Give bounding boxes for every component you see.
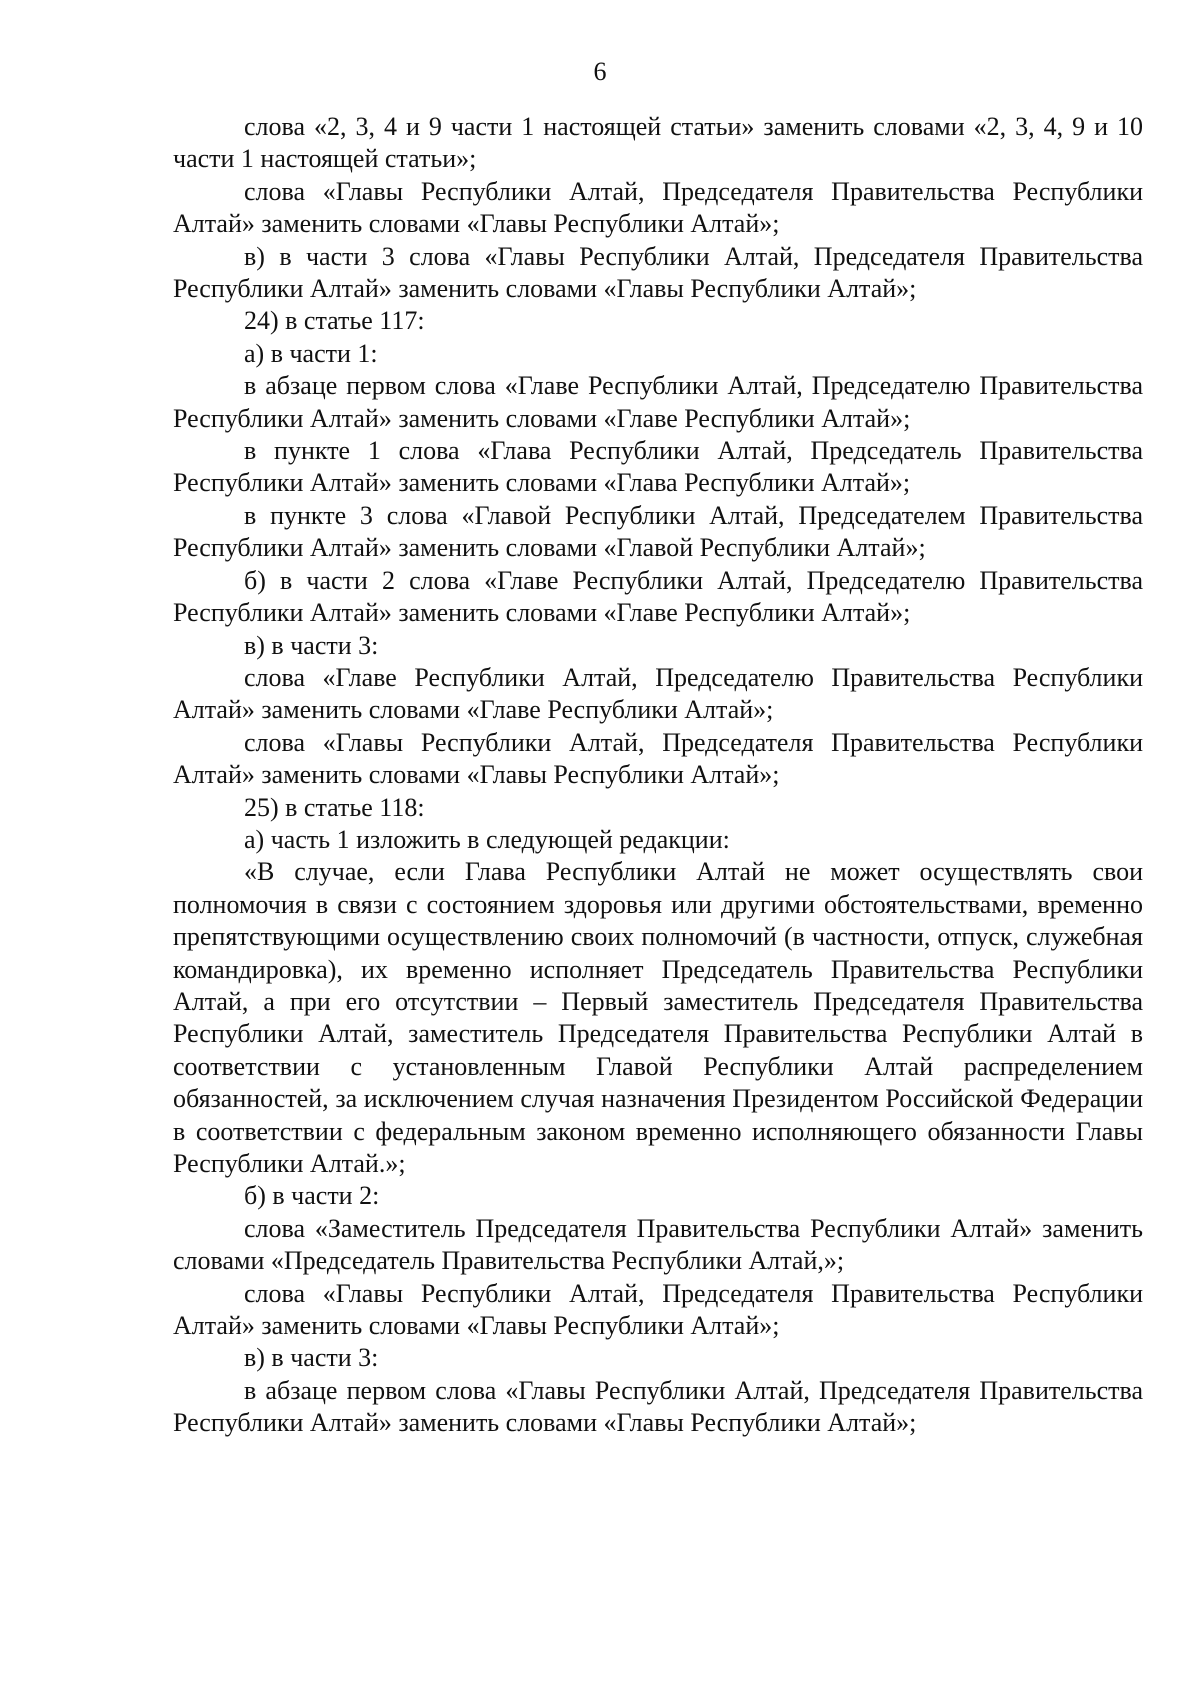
paragraph: слова «Главы Республики Алтай, Председателя Правительства Республики Алтай» заменить словами «Главы Республики Алтай»; [173, 176, 1143, 239]
paragraph: в пункте 3 слова «Главой Республики Алтай, Председателем Правительства Республики Алтай» заменить словами «Главой Республики Алтай»; [173, 500, 1143, 563]
paragraph: б) в части 2 слова «Главе Республики Алтай, Председателю Правительства Республики Алтай» заменить словами «Главе Республики Алтай»; [173, 565, 1143, 628]
paragraph: а) в части 1: [244, 338, 378, 368]
paragraph: в) в части 3 слова «Главы Республики Алтай, Председателя Правительства Республики Алтай» заменить словами «Главы Республики Алтай»; [173, 241, 1143, 304]
paragraph: в абзаце первом слова «Главы Республики Алтай, Председателя Правительства Республики Алтай» заменить словами «Главы Республики Алтай»; [173, 1375, 1143, 1438]
paragraph: в) в части 3: [244, 630, 379, 660]
paragraph: в пункте 1 слова «Глава Республики Алтай, Председатель Правительства Республики Алтай» заменить словами «Глава Республики Алтай»; [173, 436, 1143, 498]
paragraph: слова «Главы Республики Алтай, Председателя Правительства Республики Алтай» заменить словами «Главы Республики Алтай»; [173, 1278, 1143, 1341]
paragraph: в абзаце первом слова «Главе Республики Алтай, Председателю Правительства Республики Алтай» заменить словами «Главе Республики Алтай»; [173, 371, 1143, 433]
document-body [173, 111, 1143, 1440]
paragraph: слова «Заместитель Председателя Правительства Республики Алтай» заменить словами «Председатель Правительства Республики Алтай,»; [173, 1213, 1143, 1276]
paragraph: б) в части 2: [244, 1181, 380, 1211]
paragraph: 24) в статье 117: [244, 306, 425, 336]
paragraph: слова «2, 3, 4 и 9 части 1 настоящей статьи» заменить словами «2, 3, 4, 9 и 10 части 1 настоящей статьи»; [173, 112, 1143, 174]
paragraph: а) часть 1 изложить в следующей редакции: [244, 824, 730, 854]
paragraph: в) в части 3: [244, 1343, 379, 1373]
paragraph: слова «Главы Республики Алтай, Председателя Правительства Республики Алтай» заменить словами «Главы Республики Алтай»; [173, 727, 1143, 790]
page-number: 6 [593, 57, 607, 86]
paragraph: 25) в статье 118: [244, 792, 425, 822]
paragraph: «В случае, если Глава Республики Алтай не может осуществлять свои полномочия в связи с состоянием здоровья или другими обстоятельствами, временно препятствующими осуществлению своих полномочий (в частности, отпуск, служебная командировка), их временно исполняет Председатель Правительства Республики Алтай, а при его отсутствии – Первый заместитель Председателя Правительства Республики Алтай, заместитель Председателя Правительства Республики Алтай в соответствии с установленным Главой Республики Алтай распределением обязанностей, за исключением случая назначения Президентом Российской Федерации в соответствии с федеральным законом временно исполняющего обязанности Главы Республики Алтай.»; [173, 857, 1143, 1178]
paragraph: слова «Главе Республики Алтай, Председателю Правительства Республики Алтай» заменить словами «Главе Республики Алтай»; [173, 662, 1143, 725]
